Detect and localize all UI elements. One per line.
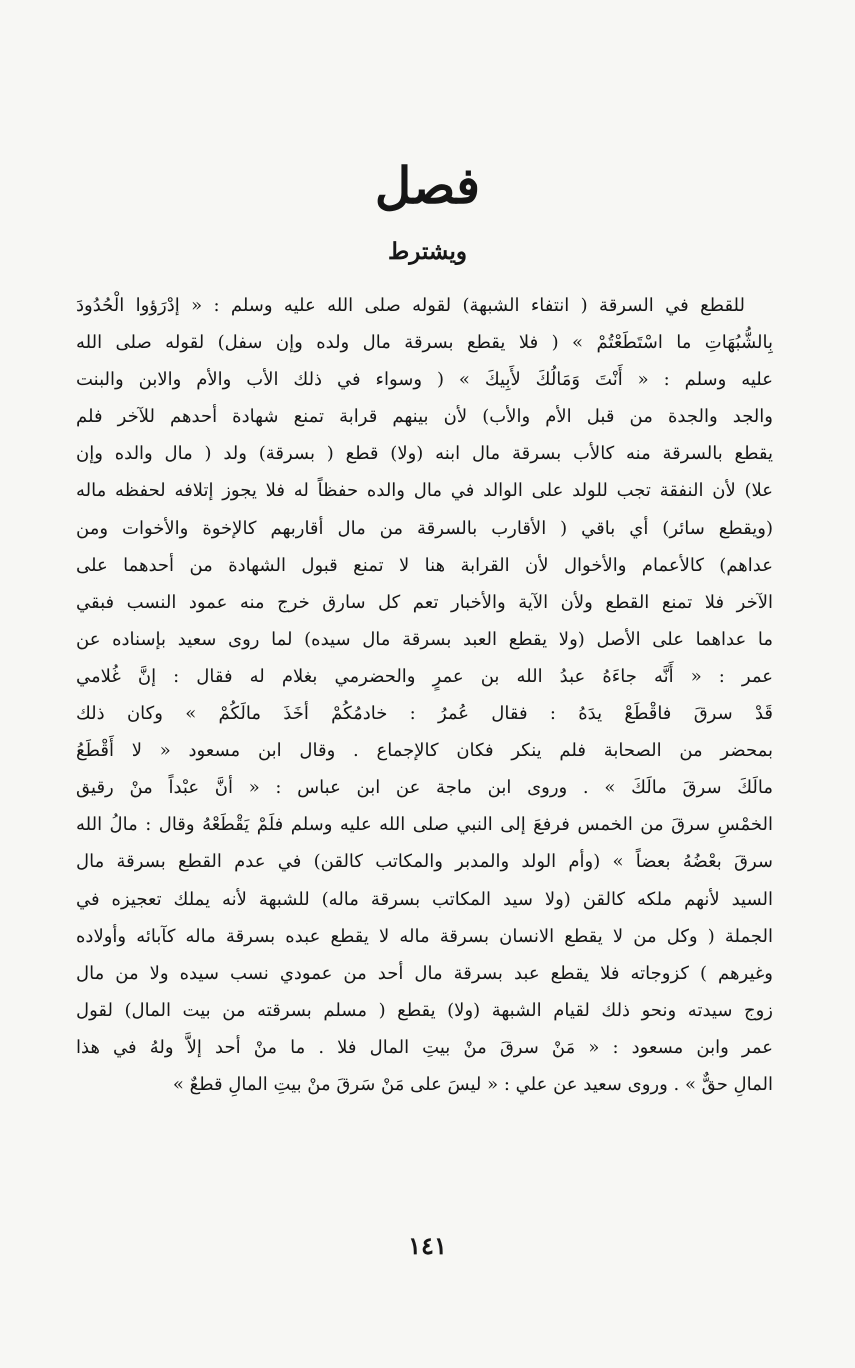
text-line: مالَكَ سرقَ مالَكَ » . وروى ابن ماجة عن ابن عباس : « أنَّ عبْداً منْ رقيق <box>76 777 773 799</box>
text-line: الخمْسِ سرقَ من الخمس فرفعَ إلى النبي صلى الله عليه وسلم فلَمْ يَقْطَعْهُ وقال : مالُ الله <box>76 814 773 836</box>
text-line: ما عداهما على الأصل (ولا يقطع العبد بسرقة مال سيده) لما روى سعيد بإسناده عن <box>76 628 773 650</box>
text-line: وغيرهم ) كزوجاته فلا يقطع عبد بسرقة مال أحد من عمودي نسب سيده ولا من مال <box>76 962 773 984</box>
text-line: السيد لأنهم ملكه كالقن (ولا سيد المكاتب بسرقة ماله) للشبهة لأنه يملك تعجيزه في <box>76 888 773 910</box>
text-line: بِالشُّبُهَاتِ ما اسْتَطَعْتُمْ » ( فلا يقطع بسرقة مال ولده وإن سفل) لقوله صلى الله <box>76 332 773 354</box>
text-line: للقطع في السرقة ( انتفاء الشبهة) لقوله صلى الله عليه وسلم : « إدْرَؤوا الْحُدُودَ <box>76 295 745 316</box>
body-text <box>76 287 773 1103</box>
text-line: والجد والجدة من قبل الأم والأب) لأن بينهم قرابة تمنع شهادة أحدهم للآخر فلم <box>76 406 773 428</box>
text-line: قَدْ سرقَ فاقْطَعْ يدَهُ : فقال عُمرُ : خادمُكُمْ أخَذَ مالَكُمْ » وكان ذلك <box>76 703 773 725</box>
text-line: عداهم) كالأعمام والأخوال لأن القرابة هنا لا تمنع قبول الشهادة من أحدهما على <box>76 554 773 576</box>
text-line: الجملة ( وكل من لا يقطع الانسان بسرقة ماله لا يقطع عبده بسرقة ماله كآبائه وأولاده <box>76 925 773 947</box>
text-line: سرقَ بعْضُهُ بعضاً » (وأم الولد والمدبر والمكاتب كالقن) في عدم القطع بسرقة مال <box>76 851 773 873</box>
text-line: عمر وابن مسعود : « مَنْ سرقَ منْ بيتِ المال فلا . ما منْ أحد إلاَّ ولهُ في هذا <box>76 1036 773 1058</box>
text-line: بمحضر من الصحابة فلم ينكر فكان كالإجماع . وقال ابن مسعود « لا أَقْطَعُ <box>76 740 773 762</box>
page-number: ١٤١ <box>408 1231 447 1260</box>
text-line: عليه وسلم : « أَنْتَ وَمَالُكَ لأَبِيكَ » ( وسواء في ذلك الأب والأم والابن والبنت <box>76 369 773 391</box>
text-line: علا) لأن النفقة تجب للولد على الوالد في مال والده حفظاً له فلا يجوز إتلافه لحفظه ماله <box>76 480 773 502</box>
page-title: فصل <box>374 156 481 215</box>
text-line: يقطع بالسرقة منه كالأب بسرقة مال ابنه (ولا) قطع ( بسرقة) ولد ( مال والده وإن <box>76 443 773 465</box>
section-subtitle: ويشترط <box>388 238 467 265</box>
text-line: الآخر فلا تمنع القطع ولأن الآية والأخبار تعم كل سارق خرج منه عمود النسب فبقي <box>76 591 773 613</box>
text-line: المالِ حقٌّ » . وروى سعيد عن علي : « ليسَ على مَنْ سَرقَ منْ بيتِ المالِ قطعٌ » <box>172 1073 773 1095</box>
text-line: عمر : « أَنَّه جاءَهُ عبدُ الله بن عمرٍ والحضرمي بغلام له فقال : إنَّ غُلامي <box>76 665 773 687</box>
text-line: (ويقطع سائر) أي باقي ( الأقارب بالسرقة من مال أقاربهم كالإخوة والأخوات ومن <box>76 517 773 539</box>
text-line: زوج سيدته ونحو ذلك لقيام الشبهة (ولا) يقطع ( مسلم بسرقته من بيت المال) لقول <box>76 999 773 1021</box>
